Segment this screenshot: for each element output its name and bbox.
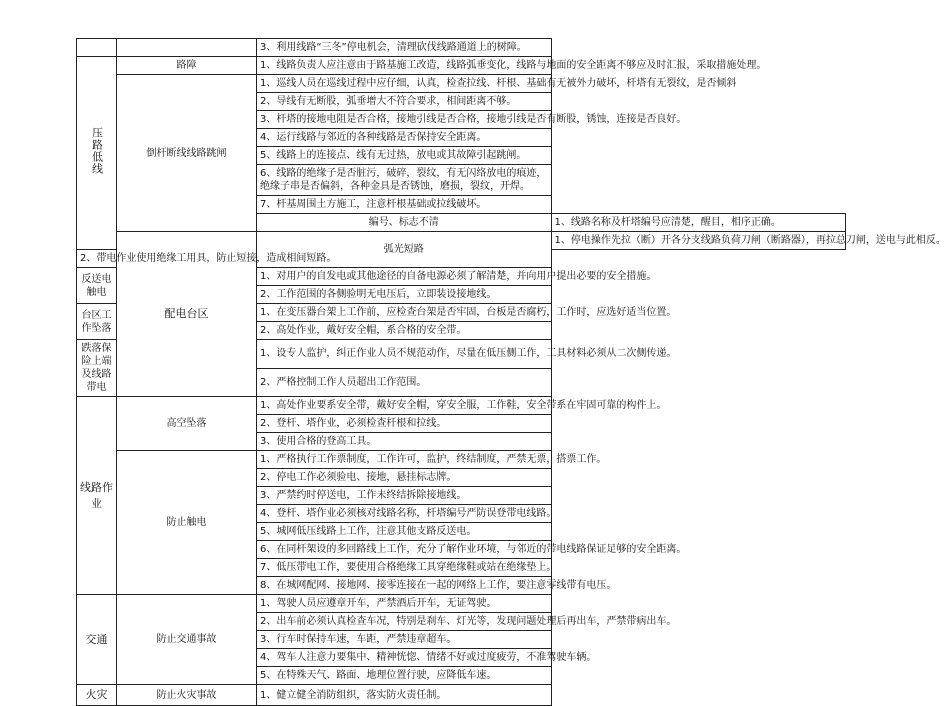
measure-item: 3、严禁约时停送电，工作未终结拆除接地线。: [257, 487, 552, 505]
category-low-voltage-line: 压路低线: [77, 57, 117, 250]
measure-item: 3、行车时保持车速，车距，严禁违章超车。: [257, 631, 552, 649]
category-line-work: 线路作业: [77, 397, 117, 595]
category-fire: 火灾: [77, 685, 117, 706]
measure-item: 4、运行线路与邻近的各种线路是否保持安全距离。: [257, 129, 552, 147]
measure-item: 7、低压带电工作，要使用合格绝缘工具穿绝缘鞋或站在绝缘垫上。: [257, 559, 552, 577]
subcategory-signage: 编号、标志不清: [257, 214, 552, 232]
measure-item: 2、高处作业，戴好安全帽，系合格的安全带。: [257, 322, 552, 340]
measure-item: 1、停电操作先拉（断）开各分支线路负荷刀闸（断路器），再拉总刀闸，送电与此相反。: [551, 232, 846, 250]
category-cell-empty: [77, 39, 117, 57]
measure-item: 3、使用合格的登高工具。: [257, 433, 552, 451]
subcategory-backfeed: 反送电触电: [77, 268, 117, 304]
safety-measures-table: [76, 38, 946, 706]
subcategory-fuse-fall: 跌落保险上端及线路带电: [77, 340, 117, 397]
measure-item: 8、在城网配网、接地网、接零连接在一起的网络上工作，要注意零线带有电压。: [257, 577, 552, 595]
table-row: [77, 397, 846, 415]
measure-item: 6、在同杆架设的多回路线上工作，充分了解作业环境，与邻近的带电线路保证足够的安全距离。: [257, 541, 552, 559]
measure-item: 1、驾驶人员应遵章开车，严禁酒后开车，无证驾驶。: [257, 595, 552, 613]
measure-item: 7、杆基周围土方施工，注意杆根基础或拉线破坏。: [257, 196, 552, 214]
measure-item: 1、高处作业要系安全带，戴好安全帽，穿安全服，工作鞋，安全带系在牢固可靠的构件上。: [257, 397, 552, 415]
measure-item: 3、杆塔的接地电阻是否合格，接地引线是否合格，接地引线是否有断股，锈蚀，连接是否良好。: [257, 111, 552, 129]
measure-item: 2、停电工作必须验电、接地，悬挂标志牌。: [257, 469, 552, 487]
subcategory-high-fall: 高空坠落: [117, 397, 257, 451]
subcategory-arc-short: 弧光短路: [257, 232, 552, 268]
subcategory-prevent-traffic: 防止交通事故: [117, 595, 257, 685]
table-row: [77, 595, 846, 613]
measure-item: 1、在变压器台架上工作前，应检查台架是否牢固，台板是否腐朽，工作时，应选好适当位置。: [257, 304, 552, 322]
subcategory-road-obstacle: 路障: [117, 57, 257, 75]
measure-item: 1、设专人监护，纠正作业人员不规范动作，尽量在低压侧工作，工具材料必须从二次侧传递。: [257, 340, 552, 369]
subcategory-pole-tripping: 倒杆断线线路跳闸: [117, 75, 257, 232]
subcategory-cell-empty: [117, 39, 257, 57]
table-row: [77, 451, 846, 469]
table-row: [77, 685, 846, 706]
measure-item: 2、严格控制工作人员超出工作范围。: [257, 368, 552, 397]
measure-item: 6、线路的绝缘子是否脏污，破碎，裂纹，有无闪络放电的痕迹，绝缘子串是否偏斜，各种金具是否锈蚀，磨损，裂纹，开焊。: [257, 165, 552, 196]
table-row: [77, 57, 846, 75]
measure-item: 5、城网低压线路上工作，注意其他支路反送电。: [257, 523, 552, 541]
measure-item: 1、线路名称及杆塔编号应清楚，醒目，相序正确。: [551, 214, 846, 232]
measure-item: 2、带电作业使用绝缘工用具，防止短接，造成相间短路。: [77, 250, 117, 268]
category-distribution-district: 配电台区: [117, 232, 257, 397]
measure-item: 2、出车前必须认真检查车况，特别是刹车、灯光等，发现问题处理后再出车，严禁带病出车。: [257, 613, 552, 631]
measure-item: 1、健立健全消防组织，落实防火责任制。: [257, 685, 552, 706]
measure-item: 5、线路上的连接点、线有无过热，放电或其故障引起跳闸。: [257, 147, 552, 165]
measure-item: 1、线路负责人应注意由于路基施工改造，线路弧垂变化，线路与地面的安全距离不够应及时汇报，采取措施处理。: [257, 57, 552, 75]
measure-item: 1、对用户的自发电或其他途径的自备电源必须了解清楚，并向用户提出必要的安全措施。: [257, 268, 552, 286]
measure-item: 1、严格执行工作票制度，工作许可，监护，终结制度，严禁无票，搭票工作。: [257, 451, 552, 469]
table-row: [77, 39, 846, 57]
subcategory-prevent-fire: 防止火灾事故: [117, 685, 257, 706]
subcategory-district-fall: 台区工作坠落: [77, 304, 117, 340]
measure-item: 2、导线有无断股，弧垂增大不符合要求，相间距离不够。: [257, 93, 552, 111]
category-traffic: 交通: [77, 595, 117, 685]
measure-item: 1、巡线人员在巡线过程中应仔细，认真，检查拉线、杆根、基础有无被外力破坏，杆塔有无裂纹，是否倾斜: [257, 75, 552, 93]
table-row: [77, 75, 846, 93]
table-row: [77, 232, 846, 250]
subcategory-prevent-shock: 防止触电: [117, 451, 257, 595]
measure-item: 5、在特殊天气、路面、地理位置行驶，应降低车速。: [257, 667, 552, 685]
measure-item: 2、登杆、塔作业，必须检查杆根和拉线。: [257, 415, 552, 433]
measure-item: 2、工作范围的各侧验明无电压后，立即装设接地线。: [257, 286, 552, 304]
measure-item: 4、登杆、塔作业必须核对线路名称，杆塔编号严防误登带电线路。: [257, 505, 552, 523]
measure-item: 4、驾车人注意力要集中、精神恍惚、情绪不好或过度疲劳，不准驾驶车辆。: [257, 649, 552, 667]
measure-item: 3、利用线路“三冬”停电机会，清理砍伐线路通道上的树障。: [257, 39, 552, 57]
